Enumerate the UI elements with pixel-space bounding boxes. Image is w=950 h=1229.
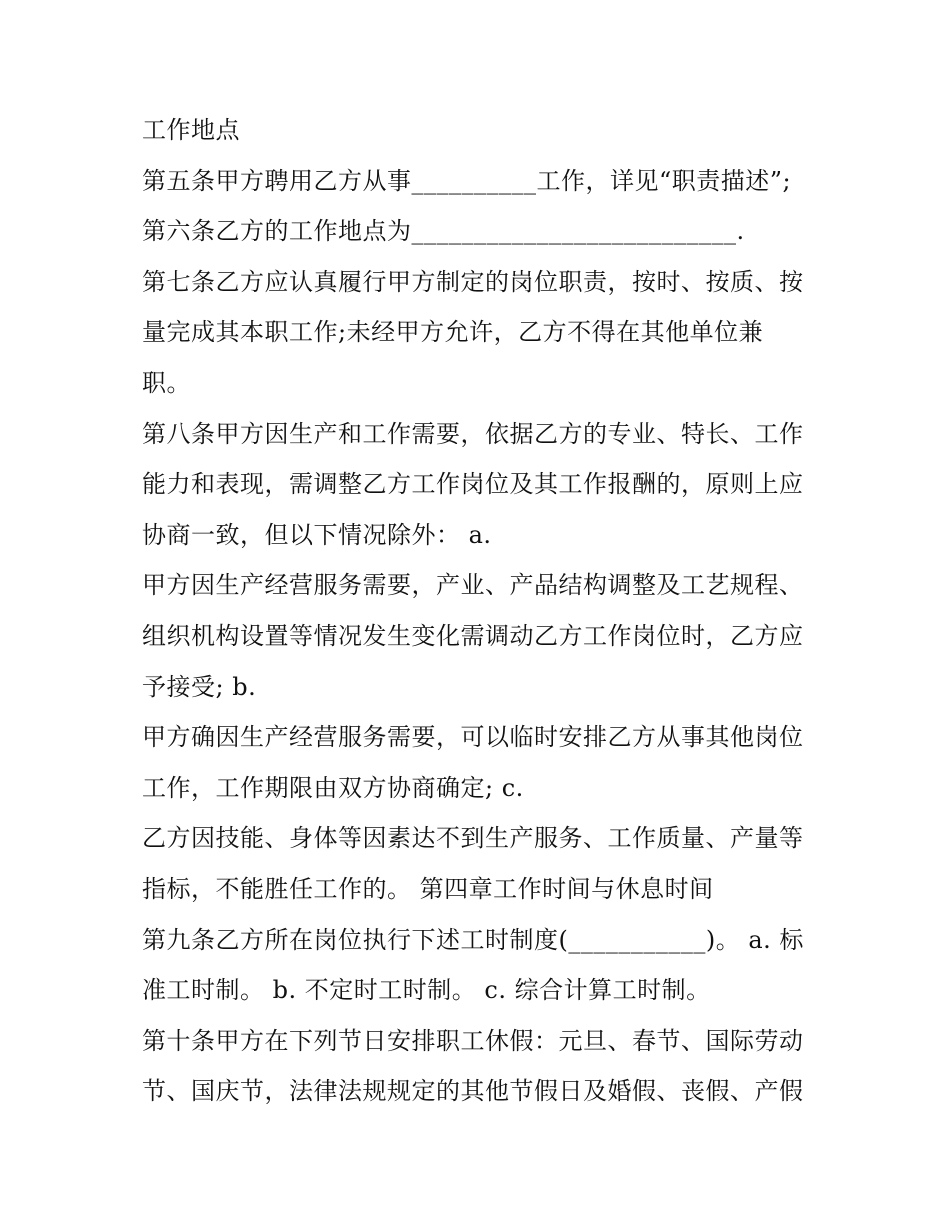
- article-8-item-a-line-1: 甲方因生产经营服务需要，产业、产品结构调整及工艺规程、: [142, 571, 804, 599]
- article-7-line-3: 职。: [142, 369, 191, 397]
- article-8-item-a-line-2: 组织机构设置等情况发生变化需调动乙方工作岗位时，乙方应: [142, 622, 804, 650]
- article-8-item-b-line-2: 工作，工作期限由双方协商确定; c.: [142, 774, 524, 802]
- article-10-line-1: 第十条甲方在下列节日安排职工休假：元旦、春节、国际劳动: [142, 1027, 804, 1055]
- article-7-line-1: 第七条乙方应认真履行甲方制定的岗位职责，按时、按质、按: [142, 268, 804, 296]
- article-7-line-2: 量完成其本职工作;未经甲方允许，乙方不得在其他单位兼: [142, 318, 764, 346]
- article-8-item-a-line-3: 予接受; b.: [142, 673, 257, 701]
- article-8-line-1: 第八条甲方因生产和工作需要，依据乙方的专业、特长、工作: [142, 420, 804, 448]
- article-5-line-1: 第五条甲方聘用乙方从事__________工作，详见“职责描述”;: [142, 167, 792, 195]
- article-8-item-b-line-1: 甲方确因生产经营服务需要，可以临时安排乙方从事其他岗位: [142, 723, 804, 751]
- section-heading-work-location: 工作地点: [142, 116, 240, 144]
- article-8-item-c-line-2: 指标，不能胜任工作的。 第四章工作时间与休息时间: [142, 875, 714, 903]
- article-8-line-3: 协商一致，但以下情况除外： a.: [142, 521, 492, 549]
- article-8-line-2: 能力和表现，需调整乙方工作岗位及其工作报酬的，原则上应: [142, 470, 804, 498]
- article-6-line-1: 第六条乙方的工作地点为__________________________.: [142, 217, 745, 245]
- article-10-line-2: 节、国庆节，法律法规规定的其他节假日及婚假、丧假、产假: [142, 1077, 804, 1105]
- article-9-line-2: 准工时制。 b. 不定时工时制。 c. 综合计算工时制。: [142, 976, 711, 1004]
- article-8-item-c-line-1: 乙方因技能、身体等因素达不到生产服务、工作质量、产量等: [142, 824, 804, 852]
- article-9-line-1: 第九条乙方所在岗位执行下述工时制度(___________)。 a. 标: [142, 926, 804, 954]
